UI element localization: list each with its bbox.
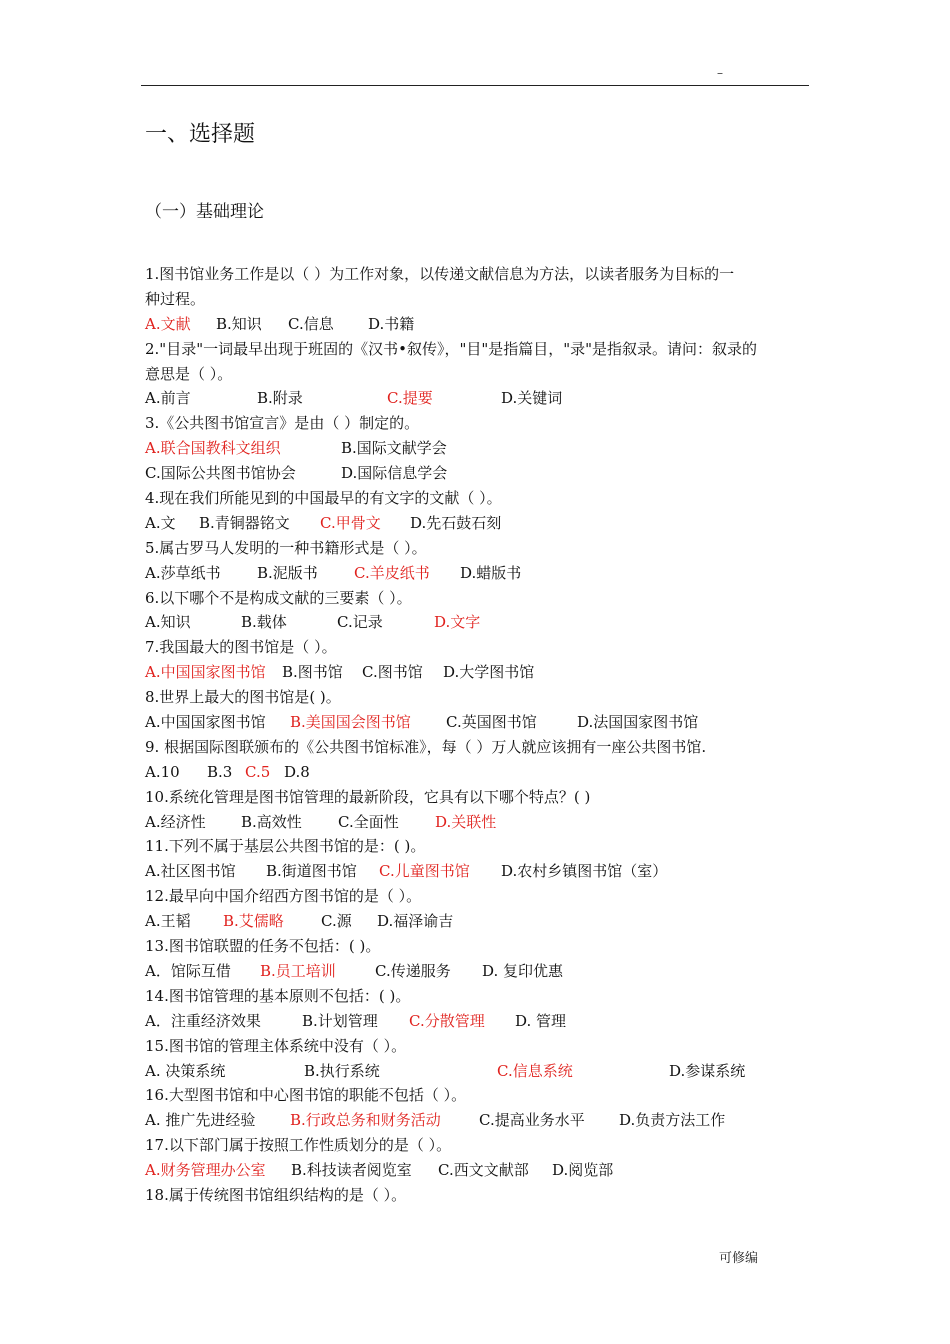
option-d: D.关键词: [501, 389, 563, 408]
question-18-text: 18.属于传统图书馆组织结构的是（ ）。: [145, 1185, 407, 1204]
option-a: A.中国国家图书馆: [145, 663, 266, 682]
option-a: A．馆际互借: [145, 961, 231, 980]
question-5-text: 5.属古罗马人发明的一种书籍形式是（ ）。: [145, 538, 427, 557]
option-a: A. 推广先进经验: [145, 1111, 256, 1130]
question-2-options: [145, 386, 810, 411]
option-d: D.先石鼓石刻: [410, 513, 502, 532]
option-c: C.5: [245, 762, 271, 781]
option-a: A.财务管理办公室: [145, 1161, 266, 1180]
option-b: B.计划管理: [302, 1011, 378, 1030]
option-d: D.8: [284, 762, 310, 781]
option-c: C.记录: [337, 613, 383, 632]
option-b: B.执行系统: [304, 1061, 380, 1080]
option-c: C.传递服务: [375, 961, 451, 980]
question-9-options: [145, 760, 810, 785]
option-d: D.关联性: [435, 812, 497, 831]
question-16-options: [145, 1108, 810, 1133]
option-c: C.国际公共图书馆协会: [145, 464, 296, 483]
question-7-text: 7.我国最大的图书馆是（ ）。: [145, 638, 337, 657]
option-b: B.3: [207, 762, 233, 781]
question-1-text: 1.图书馆业务工作是以（ ）为工作对象，以传递文献信息为方法，以读者服务为目标的一: [145, 265, 735, 283]
option-a: A. 决策系统: [145, 1061, 226, 1080]
question-2-text: 2."目录"一词最早出现于班固的《汉书•叙传》，"目"是指篇目，"录"是指叙录。请问：叙录的: [145, 339, 758, 358]
section-heading: 一、选择题: [145, 122, 256, 147]
question-13-text: 13.图书馆联盟的任务不包括：( )。: [145, 937, 381, 956]
question-1-options: [145, 312, 810, 337]
option-b: B.载体: [241, 613, 287, 632]
option-a: A.文献: [145, 314, 191, 333]
option-d: D.负责方法工作: [619, 1111, 726, 1130]
option-c: C.全面性: [338, 812, 399, 831]
option-c: C.信息系统: [497, 1061, 573, 1080]
option-b: B.青铜器铭文: [199, 513, 290, 532]
option-a: A.文: [145, 513, 176, 532]
option-b: B.科技读者阅览室: [291, 1161, 412, 1180]
question-10-options: [145, 810, 810, 835]
option-b: B.高效性: [241, 812, 302, 831]
option-d: D.书籍: [368, 314, 415, 333]
question-15-options: [145, 1059, 810, 1084]
question-12-options: [145, 909, 810, 934]
option-a: A.10: [145, 762, 180, 781]
question-10-text: 10.系统化管理是图书馆管理的最新阶段，它具有以下哪个特点？( ): [145, 787, 591, 806]
question-7-options: [145, 660, 810, 685]
question-5-options: [145, 561, 810, 586]
question-17-text: 17.以下部门属于按照工作性质划分的是（ ）。: [145, 1136, 452, 1155]
question-3-text: 3.《公共图书馆宣言》是由（ ）制定的。: [145, 414, 420, 433]
question-9-text: 9. 根据国际图联颁布的《公共图书馆标准》，每（ ）万人就应该拥有一座公共图书馆.: [145, 737, 707, 756]
option-c: C.英国图书馆: [446, 713, 537, 732]
question-11-text: 11.下列不属于基层公共图书馆的是：( )。: [145, 837, 426, 856]
question-16-text: 16.大型图书馆和中心图书馆的职能不包括（ ）。: [145, 1086, 467, 1105]
option-b: B.附录: [257, 389, 303, 408]
option-d: D.大学图书馆: [443, 663, 535, 682]
option-c: C.提高业务水平: [479, 1111, 585, 1130]
option-c: C.分散管理: [409, 1011, 485, 1030]
header-rule: [141, 85, 809, 86]
option-a: A.前言: [145, 389, 191, 408]
question-3-options-row1: [145, 436, 810, 461]
option-b: B.员工培训: [260, 961, 336, 980]
header-mark: –: [717, 66, 723, 80]
question-14-options: [145, 1009, 810, 1034]
option-c: C.源: [321, 912, 352, 931]
question-4-text: 4.现在我们所能见到的中国最早的有文字的文献（ ）。: [145, 489, 502, 508]
option-d: D. 管理: [515, 1011, 567, 1030]
question-list: [145, 262, 810, 1208]
option-a: A.联合国教科文组织: [145, 439, 281, 458]
question-14-text: 14.图书馆管理的基本原则不包括：( )。: [145, 986, 411, 1005]
question-13-options: [145, 959, 810, 984]
option-b: B.国际文献学会: [341, 439, 447, 458]
option-c: C.羊皮纸书: [354, 563, 430, 582]
option-b: B.图书馆: [282, 663, 343, 682]
option-c: C.儿童图书馆: [379, 862, 470, 881]
option-c: C.信息: [288, 314, 334, 333]
option-a: A.莎草纸书: [145, 563, 221, 582]
footer-note: 可修编: [719, 1251, 759, 1266]
question-6-options: [145, 610, 810, 635]
option-d: D.福泽谕吉: [377, 912, 454, 931]
option-b: B.行政总务和财务活动: [290, 1111, 441, 1130]
question-2-text-cont: 意思是（ ）。: [145, 364, 233, 383]
subsection-heading: （一）基础理论: [145, 202, 264, 222]
option-b: B.知识: [216, 314, 262, 333]
option-c: C.图书馆: [362, 663, 423, 682]
question-11-options: [145, 859, 810, 884]
option-b: B.泥版书: [257, 563, 318, 582]
option-c: C.提要: [387, 389, 433, 408]
option-b: B.街道图书馆: [266, 862, 357, 881]
option-d: D.法国国家图书馆: [577, 713, 699, 732]
question-3-options-row2: [145, 461, 810, 486]
question-6-text: 6.以下哪个不是构成文献的三要素（ ）。: [145, 588, 412, 607]
option-d: D.蜡版书: [460, 563, 522, 582]
option-d: D.农村乡镇图书馆（室）: [501, 862, 668, 881]
option-d: D.国际信息学会: [341, 464, 448, 483]
option-d: D.文字: [434, 613, 481, 632]
option-c: C.甲骨文: [320, 513, 381, 532]
option-d: D.参谋系统: [669, 1061, 746, 1080]
question-17-options: [145, 1158, 810, 1183]
question-15-text: 15.图书馆的管理主体系统中没有（ ）。: [145, 1036, 407, 1055]
option-d: D. 复印优惠: [482, 961, 564, 980]
question-8-text: 8.世界上最大的图书馆是( )。: [145, 688, 341, 707]
question-4-options: [145, 511, 810, 536]
option-a: A．注重经济效果: [145, 1011, 261, 1030]
question-12-text: 12.最早向中国介绍西方图书馆的是（ ）。: [145, 887, 422, 906]
option-a: A.王韬: [145, 912, 191, 931]
option-d: D.阅览部: [552, 1161, 614, 1180]
option-a: A.经济性: [145, 812, 206, 831]
option-b: B.艾儒略: [223, 912, 284, 931]
option-a: A.社区图书馆: [145, 862, 236, 881]
question-8-options: [145, 710, 810, 735]
option-c: C.西文文献部: [438, 1161, 529, 1180]
option-b: B.美国国会图书馆: [290, 713, 411, 732]
question-1-text-cont: 种过程。: [145, 289, 206, 308]
option-a: A.中国国家图书馆: [145, 713, 266, 732]
option-a: A.知识: [145, 613, 191, 632]
